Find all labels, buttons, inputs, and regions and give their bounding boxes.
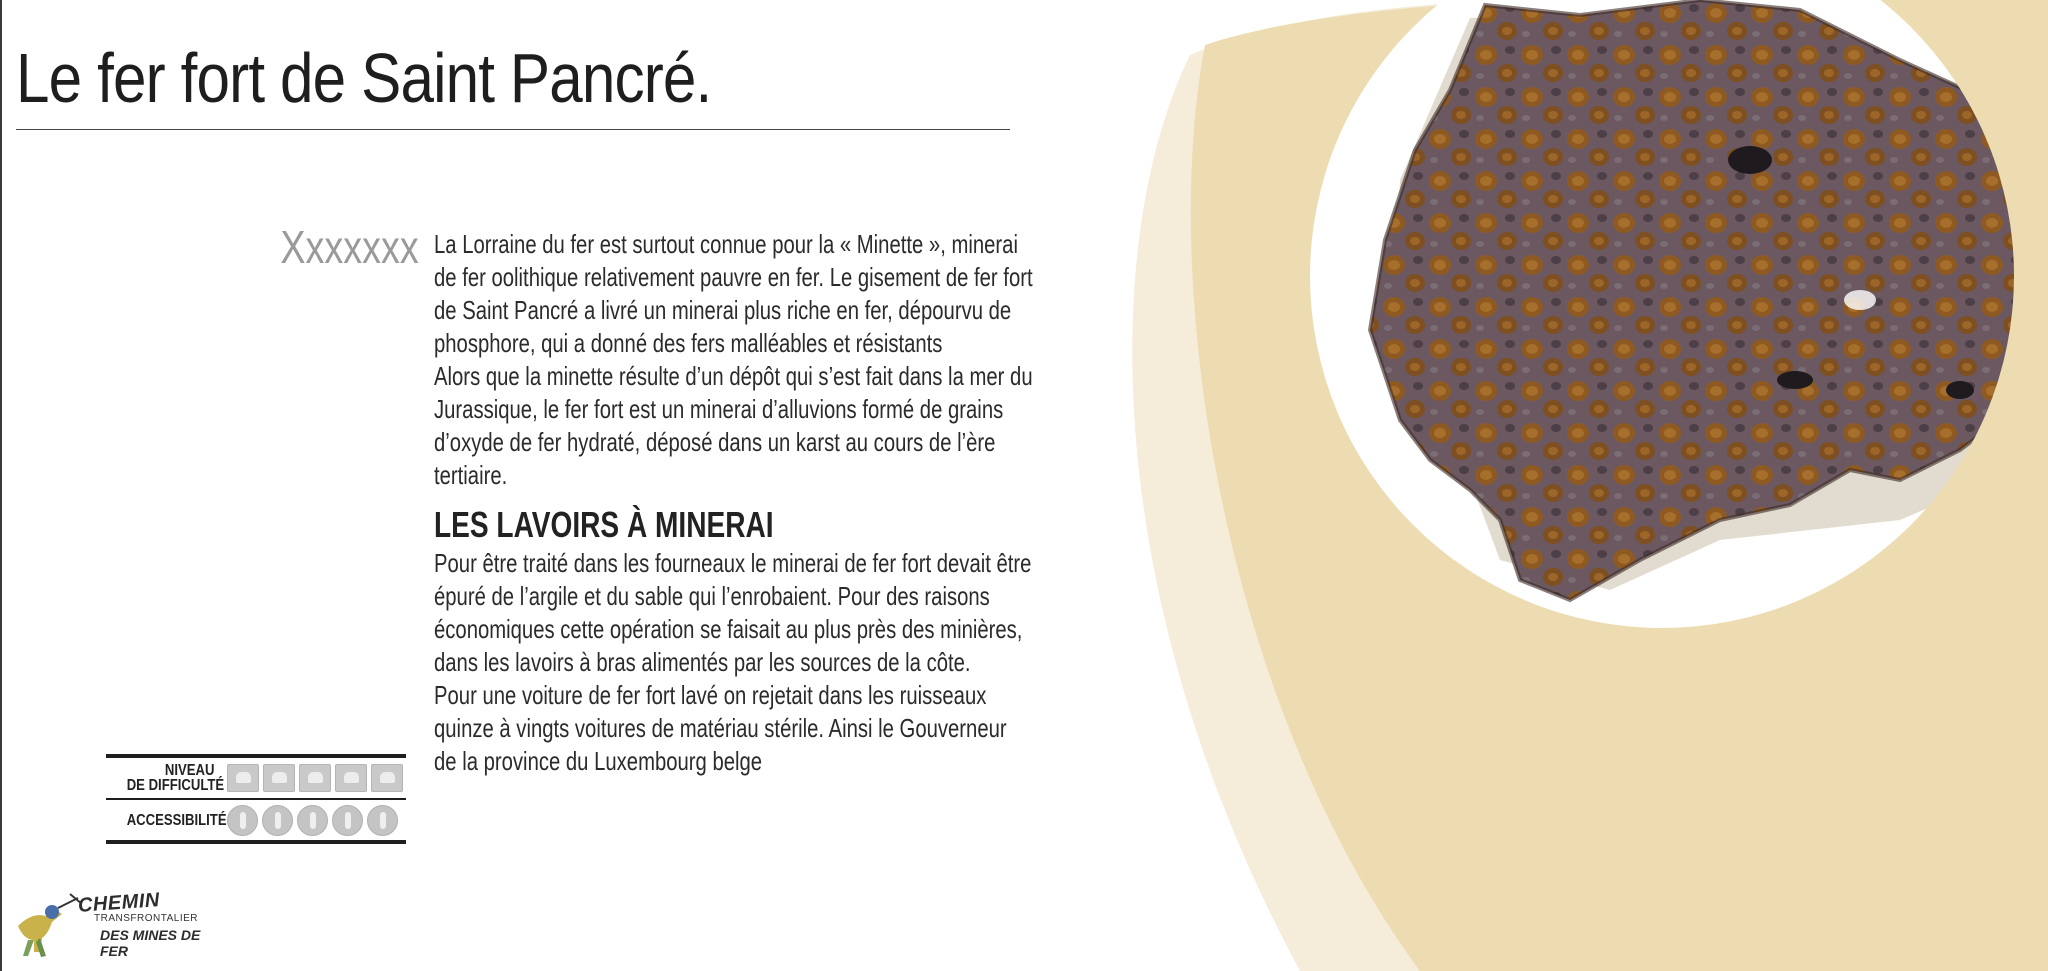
hiker-icon xyxy=(227,764,259,792)
ratings-bottom-rule xyxy=(106,840,406,844)
side-label: Xxxxxxx xyxy=(280,221,419,273)
accessibility-row xyxy=(106,800,406,840)
title-underline xyxy=(16,129,1010,130)
logo-mines-de-fer: DES MINES DE FER xyxy=(100,927,201,959)
wheelchair-icon xyxy=(367,805,398,836)
difficulty-row xyxy=(106,758,406,798)
pedestrian-icon xyxy=(227,805,258,836)
ratings-panel xyxy=(106,754,406,844)
hiker-icon xyxy=(371,764,403,792)
ore-rock xyxy=(1370,0,2040,600)
hiker-icon xyxy=(299,764,331,792)
difficulty-icons xyxy=(227,764,403,792)
accessibility-icons xyxy=(227,805,398,836)
section-heading-lavoirs: LES LAVOIRS À MINERAI xyxy=(434,504,774,545)
left-edge-rule xyxy=(0,0,2,971)
difficulty-label: NIVEAU DE DIFFICULTÉ xyxy=(126,762,225,794)
chemin-logo xyxy=(12,882,202,962)
family-icon xyxy=(262,805,293,836)
hiker-icon xyxy=(263,764,295,792)
paragraph-minette: La Lorraine du fer est surtout connue pour la « Minette », minerai de fer oolithique relativement pauvre en fer. Le gisement de fer fort de Saint Pancré a livré un minerai plus riche en fer, dépourvu de phosphore, qui a donné des fers malléables et résistants xyxy=(434,229,1033,358)
paragraph-lavoirs: Pour être traité dans les fourneaux le minerai de fer fort devait être épuré de l’argile et du sable qui l’enrobaient. Pour des raisons économiques cette opération se faisait au plus près des minières, dans les lavoirs à bras alimentés par les sources de la côte. xyxy=(434,548,1032,677)
family-icon xyxy=(297,805,328,836)
paragraph-voiture: Pour une voiture de fer fort lavé on rejetait dans les ruisseaux quinze à vingts voitures de matériau stérile. Ainsi le Gouverneur de la province du Luxembourg belge xyxy=(434,680,1007,776)
logo-transfrontalier: TRANSFRONTALIER xyxy=(94,913,198,924)
cream-crescent-inner xyxy=(1191,0,2048,971)
paragraph-origin: Alors que la minette résulte d’un dépôt qui s’est fait dans la mer du Jurassique, le fer fort est un minerai d’alluvions formé de grains d’oxyde de fer hydraté, déposé dans un karst au cours de l’ère tertiaire. xyxy=(434,361,1033,490)
cream-crescent-outer xyxy=(1132,0,2048,971)
stroller-icon xyxy=(332,805,363,836)
text-column xyxy=(434,228,1035,778)
hiker-icon xyxy=(335,764,367,792)
accessibility-label: ACCESSIBILITÉ xyxy=(126,811,227,829)
ore-shadow xyxy=(1395,8,2048,590)
miner-figure-icon xyxy=(12,882,82,962)
logo-chemin: CHEMIN xyxy=(77,889,161,917)
page-title: Le fer fort de Saint Pancré. xyxy=(16,39,712,117)
photo-circle xyxy=(1310,0,2014,628)
